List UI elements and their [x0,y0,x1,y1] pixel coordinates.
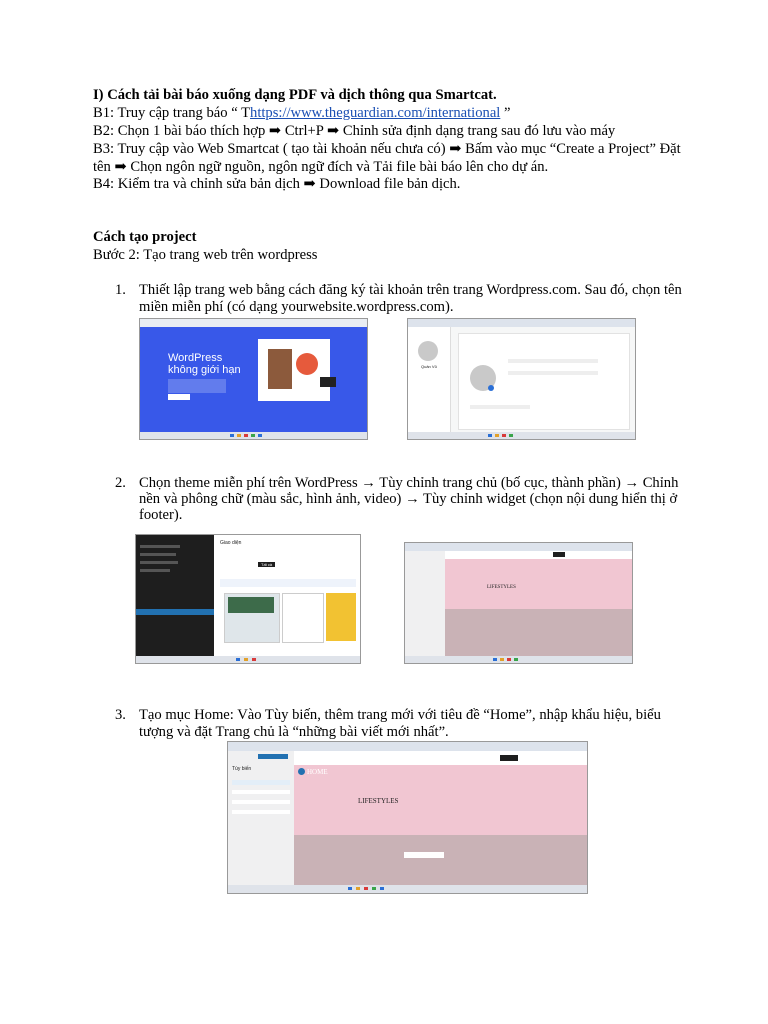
browser-bar [140,319,367,327]
screenshot-home-customizer [227,741,588,894]
customizer-menu-item[interactable] [232,780,290,785]
item-1-line2: miền miễn phí (có dạng yourwebsite.wordpress.com). [139,299,454,315]
step-b3-line1: B3: Truy cập vào Web Smartcat ( tạo tài khoản nếu chưa có) ➡ Bấm vào mục “Create a Project” Đặt [93,141,681,157]
main-heading: I) Cách tải bài báo xuống dạng PDF và dịch thông qua Smartcat. [93,87,497,103]
taskbar [140,432,367,439]
screenshot-profile-settings [407,318,636,440]
wp-subtitle: không giới hạn [168,364,241,376]
taskbar [405,656,632,663]
item-number: 1. [115,282,126,298]
browser-bar [408,319,635,327]
step-b4: B4: Kiểm tra và chỉnh sửa bản dịch ➡ Download file bản dịch. [93,176,461,192]
theme-card[interactable] [282,593,324,643]
wp-preview-badge [320,377,336,387]
customizer-menu-item[interactable] [232,810,290,814]
admin-menu-item[interactable] [140,569,170,572]
item-number: 3. [115,707,126,723]
item-2-line3: footer). [139,507,183,523]
item-2-line2: nền và phông chữ (màu sắc, hình ảnh, video) → Tùy chỉnh widget (chọn nội dung hiển thị ở [139,491,678,507]
screenshot-wordpress-signup [139,318,368,440]
site-icon [298,768,305,775]
browser-bar [228,742,587,751]
item-1-line1: Thiết lập trang web bằng cách đăng ký tài khoản trên trang Wordpress.com. Sau đó, chọn tên [139,282,682,298]
step-b1-prefix: B1: Truy cập trang báo “ T [93,105,251,121]
field-display-name[interactable] [470,405,530,409]
footer-search-input[interactable] [404,852,444,858]
screenshot-themes-admin [135,534,361,664]
step-title: Bước 2: Tạo trang web trên wordpress [93,247,318,263]
step-b1 [93,104,511,122]
item-3-line2: tượng và đặt Trang chủ là “những bài viết mới nhất”. [139,724,449,740]
field-first-name[interactable] [508,359,598,363]
customizer-menu-item[interactable] [232,790,290,794]
pink-header [294,765,587,835]
avatar [418,341,438,361]
browser-bar [405,543,632,551]
taskbar [136,656,360,663]
edit-avatar-icon[interactable] [488,385,494,391]
item-number: 2. [115,475,126,491]
wp-title: WordPress [168,352,223,364]
wp-preview-circle [296,353,318,375]
taskbar [228,885,587,893]
wp-description [168,379,226,393]
publish-button[interactable] [258,754,288,759]
admin-menu-active[interactable] [136,609,214,615]
item-2-line1: Chọn theme miễn phí trên WordPress → Tùy chỉnh trang chủ (bố cục, thành phần) → Chỉnh [139,475,679,491]
guardian-link[interactable]: https://www.theguardian.com/international [250,105,501,121]
pink-header [445,559,632,609]
notice-button[interactable] [500,755,518,761]
footer-area [294,835,587,885]
lifestyles-brand: LIFESTYLES [487,585,516,590]
footer-area [445,609,632,657]
taskbar [408,432,635,439]
admin-menu-item[interactable] [140,561,178,564]
step-b1-suffix: ” [500,105,511,121]
themes-notice [220,579,356,587]
step-b3-line2: tên ➡ Chọn ngôn ngữ nguồn, ngôn ngữ đích và Tải file bài báo lên cho dự án. [93,159,549,175]
wp-preview-image [268,349,292,389]
theme-card[interactable] [326,593,356,641]
profile-name: Quân Vũ [421,364,437,369]
theme-card-image [228,597,274,613]
wp-start-button[interactable] [168,394,190,400]
lifestyles-brand: LIFESTYLES [358,797,399,805]
notice-button[interactable] [553,552,565,557]
notice-bar [445,551,632,559]
step-b2: B2: Chọn 1 bài báo thích hợp ➡ Ctrl+P ➡ Chỉnh sửa định dạng trang sau đó lưu vào máy [93,123,616,139]
customizer-menu-item[interactable] [232,800,290,804]
screenshot-lifestyles-theme [404,542,633,664]
field-last-name[interactable] [508,371,598,375]
admin-menu-item[interactable] [140,545,180,548]
customizer-title: Tùy biến [232,766,252,772]
home-label: HOME [307,768,328,776]
item-3-line1: Tạo mục Home: Vào Tùy biến, thêm trang mới với tiêu đề “Home”, nhập khẩu hiệu, biểu [139,707,661,723]
admin-menu-item[interactable] [140,553,176,556]
themes-tab[interactable]: Tất cả [258,562,275,567]
themes-title: Giao diện [220,540,242,546]
notice-bar [294,751,587,765]
section-title: Cách tạo project [93,229,197,245]
customizer-sidebar [405,551,446,657]
